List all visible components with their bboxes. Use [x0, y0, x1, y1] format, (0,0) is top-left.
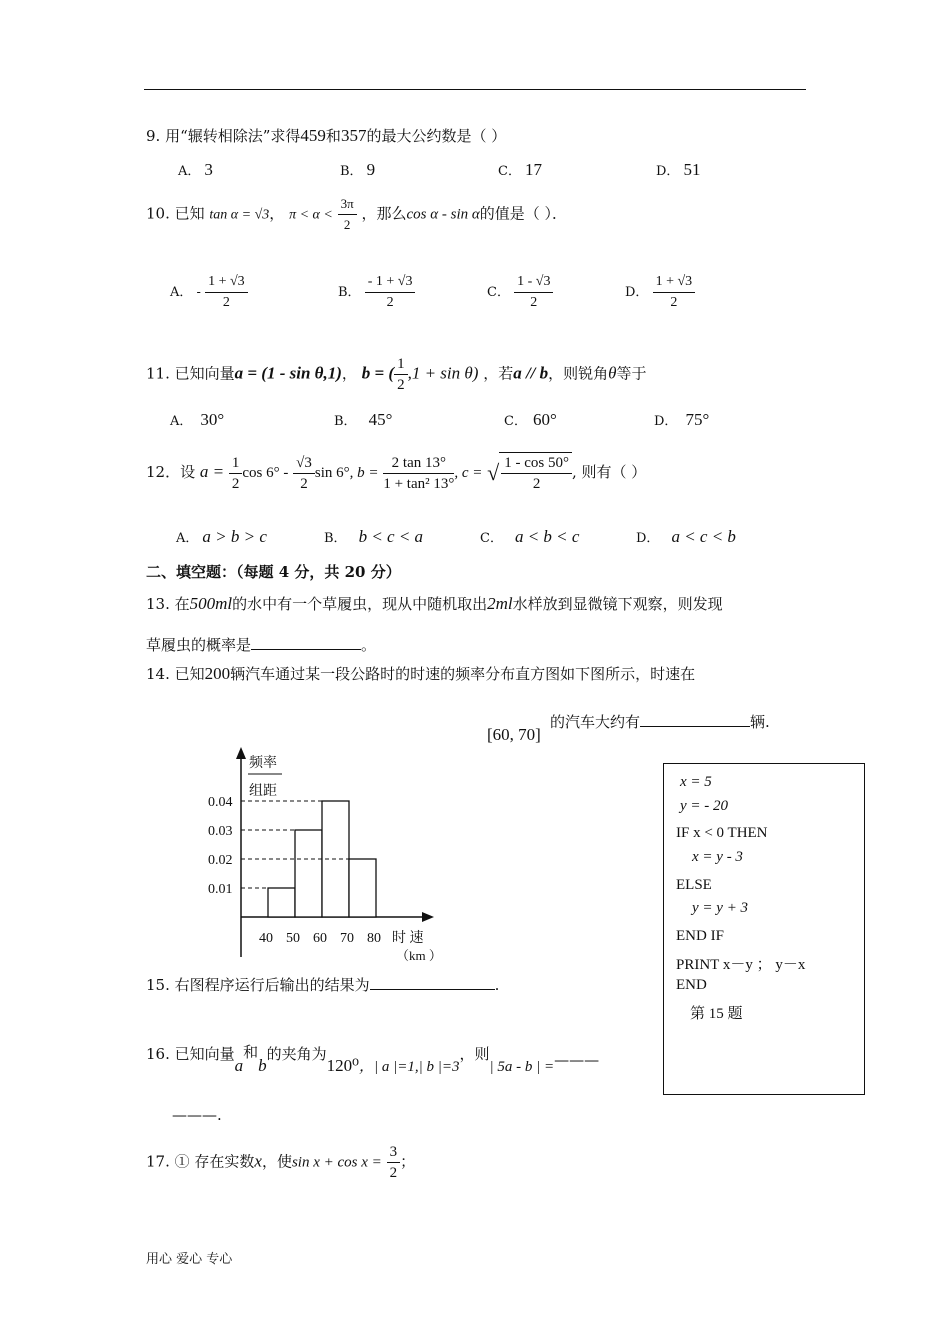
q9-option-c: C． 17 [498, 160, 542, 179]
q9-option-a: A． 3 [178, 160, 213, 179]
program-line-3: IF x < 0 THEN [676, 825, 768, 841]
histogram-bar [268, 888, 295, 917]
q12-option-c: C． a < b < c [480, 527, 580, 546]
y-tick-label: 0.04 [208, 795, 233, 810]
q11-a-def: a = (1 - sin θ,1) [234, 363, 342, 383]
program-caption: 第 15 题 [690, 1006, 743, 1022]
q9-tail: 的最大公约数是（ ） [366, 127, 507, 145]
q12-option-d: D． a < c < b [636, 527, 736, 546]
q10-frac: $\frac{3\pi}{2}$ [338, 194, 357, 235]
q10-cond2: π < α < [289, 207, 333, 223]
program-line-7: END IF [676, 928, 724, 944]
q9-option-b: B． 9 [340, 160, 376, 179]
histogram-bar [295, 830, 322, 917]
question-15: 15. 右图程序运行后输出的结果为 . [146, 976, 500, 994]
footer-text: 用心 爱心 专心 [146, 1252, 233, 1267]
question-16-continued: ———. [172, 1106, 222, 1124]
q14-answer-blank[interactable] [640, 712, 750, 727]
q12-option-b: B． b < c < a [324, 527, 424, 546]
q9-and: 和 [325, 127, 341, 145]
x-axis-arrow [422, 912, 434, 922]
q10-option-c: C． $\frac{1 - √3}{2}$ [487, 272, 553, 313]
q10-option-b: B． $\frac{- 1 + √3}{2}$ [338, 272, 415, 313]
y-tick-label: 0.02 [208, 853, 233, 868]
program-line-9: END [676, 977, 707, 993]
histogram-chart [200, 745, 470, 970]
question-11: 11. 已知向量a = (1 - sin θ,1)， b = ( $\frac{1}{2}$ ,1 + sin θ) ，若a // b，则锐角θ等于 [146, 356, 647, 393]
question-14-line-2: 的汽车大约有 辆. [550, 713, 770, 731]
y-axis-label-top: 频率 [249, 756, 277, 771]
q11-option-c: C． 60° [504, 410, 557, 429]
x-tick-label: 50 [286, 931, 300, 946]
y-axis-arrow [236, 747, 246, 759]
program-line-1: x = 5 [680, 774, 712, 790]
q13-answer-blank[interactable] [251, 635, 361, 650]
question-16: 16. 已知向量a和b的夹角为120⁰，| a |=1,| b |=3，则| 5a - b | =——— [146, 1043, 600, 1075]
x-tick-label: 80 [367, 931, 381, 946]
q10-cond1: tan α = √3 [209, 207, 270, 223]
program-line-4: x = y - 3 [692, 849, 743, 865]
q11-option-b: B． 45° [334, 410, 393, 429]
x-tick-label: 70 [340, 931, 354, 946]
q11-option-a: A． 30° [170, 410, 225, 429]
q10-option-a: A． - $\frac{1 + √3}{2}$ [170, 272, 248, 313]
header-rule [144, 89, 806, 90]
program-line-2: y = - 20 [680, 798, 729, 814]
x-axis-label: 时 速 [392, 931, 424, 946]
program-line-6: y = y + 3 [692, 900, 749, 916]
x-tick-label: 60 [313, 931, 327, 946]
q9-n1: 459 [300, 126, 326, 145]
q9-n2: 357 [340, 126, 367, 145]
program-line-8: PRINT x－y ； y－x [676, 957, 806, 973]
question-17: 17. ① 存在实数x，使sin x + cos x = $\frac{3}{2}$ ； [146, 1144, 416, 1181]
question-13-line-2: 草履虫的概率是 。 [146, 636, 377, 654]
q9-option-d: D． 51 [656, 160, 701, 179]
histogram-bar [349, 859, 376, 917]
y-tick-label: 0.03 [208, 824, 233, 839]
q9-text: 9. 用“辗转相除法”求得 [146, 127, 301, 145]
q10-expr: cos α - sin α [406, 206, 480, 223]
x-tick-label: 40 [259, 931, 273, 946]
program-line-5: ELSE [676, 877, 712, 893]
question-10: 10. 已知 tan α = √3， π < α < $\frac{3\pi}{2}$ ，那么cos α - sin α的值是（ ）． [146, 194, 567, 235]
q11-option-d: D． 75° [654, 410, 710, 429]
x-axis-unit: （km ） [396, 948, 442, 963]
question-13-line-1: 13. 在500ml的水中有一个草履虫，现从中随机取出2ml水样放到显微镜下观察，则发现 [146, 594, 723, 613]
q14-interval: [60, 70] [487, 725, 541, 744]
program-box [663, 763, 865, 1095]
question-9 [146, 125, 506, 146]
question-12: 12．设 a = $\frac{1}{2}$ cos 6° - $\frac{√3}{2}$ sin 6°, b = $\frac{2 \tan 13^\circ}{\text{1 + tan² 13°}}$ , c = √ $\frac{1 - \cos 50^\circ}{2}$ , 则有（ ） [146, 452, 646, 494]
question-14-line-1: 14. 已知200辆汽车通过某一段公路时的时速的频率分布直方图如下图所示，时速在 [146, 664, 696, 683]
q12-option-a: A． a > b > c [176, 527, 267, 546]
q10-option-d: D． $\frac{1 + √3}{2}$ [625, 272, 695, 313]
section-2-heading: 二、填空题：（每题 4 分，共 20 分） [146, 563, 401, 581]
y-tick-label: 0.01 [208, 882, 233, 897]
q15-answer-blank[interactable] [370, 975, 495, 990]
y-axis-label-bottom: 组距 [249, 784, 277, 799]
